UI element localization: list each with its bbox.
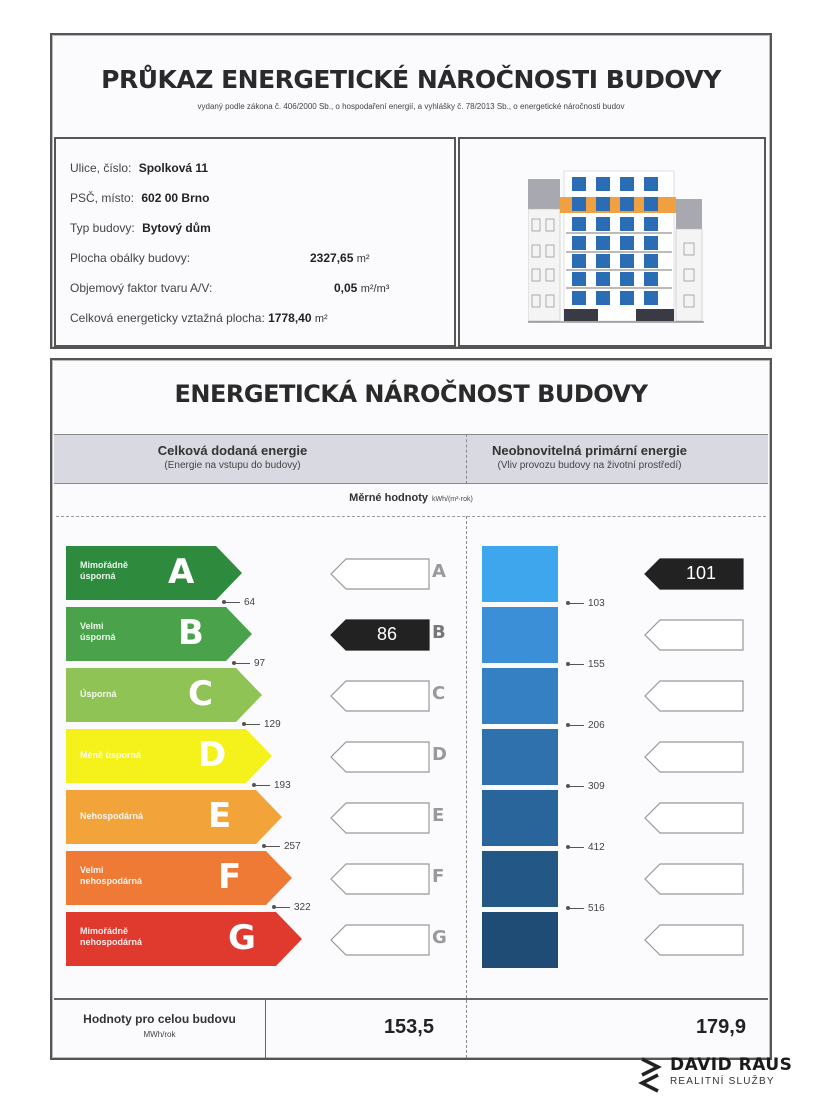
primary-indicator-b: [644, 619, 744, 651]
indicator-class-letter: G: [432, 927, 447, 948]
class-letter: E: [208, 796, 232, 836]
primary-indicator-g: [644, 924, 744, 956]
energy-class-e: [66, 790, 282, 844]
class-name: Mimořádně nehospodárná: [80, 926, 143, 947]
primary-energy-header: [411, 443, 768, 471]
class-letter: A: [168, 552, 195, 592]
rating-value: 86: [376, 624, 398, 644]
street-label: Ulice, číslo:: [70, 161, 132, 175]
document-title: PRŮKAZ ENERGETICKÉ NÁROČNOSTI BUDOVY: [101, 65, 721, 94]
energy-class-b: [66, 607, 252, 661]
street-value: Spolková 11: [138, 161, 209, 175]
city-row: [70, 191, 209, 205]
primary-indicator-e: [644, 802, 744, 834]
delivered-energy-subtitle: (Energie na vstupu do budovy): [164, 460, 301, 471]
primary-scale-block-d: [482, 729, 558, 785]
delivered-threshold: 322: [274, 902, 311, 913]
delivered-threshold: 97: [234, 658, 265, 669]
city-value: 602 00 Brno: [141, 191, 210, 205]
primary-threshold: 516: [568, 903, 605, 914]
envelope-value: 2327,65 m²: [310, 251, 370, 265]
reference-area-row: [70, 311, 328, 325]
indicator-class-letter: B: [432, 622, 446, 643]
class-name: Velmi nehospodárná: [80, 865, 143, 886]
totals-unit: MWh/rok: [143, 1030, 176, 1039]
totals-label: Hodnoty pro celou budovu: [83, 1012, 236, 1026]
building-facade-image: [528, 157, 708, 327]
primary-threshold: 155: [568, 659, 605, 670]
primary-scale-block-g: [482, 912, 558, 968]
city-label: PSČ, místo:: [70, 191, 135, 205]
energy-class-d: [66, 729, 272, 783]
primary-scale-block-c: [482, 668, 558, 724]
class-letter: F: [218, 857, 242, 897]
building-info-box: [54, 137, 456, 347]
agency-logo: [638, 1055, 814, 1095]
shape-factor-label: Objemový faktor tvaru A/V:: [70, 281, 213, 295]
delivered-threshold: 193: [254, 780, 291, 791]
column-divider: [466, 516, 467, 998]
energy-class-c: [66, 668, 262, 722]
indicator-class-letter: D: [432, 744, 447, 765]
document-subtitle: vydaný podle zákona č. 406/2000 Sb., o hospodaření energií, a vyhlášky č. 78/2013 Sb., o energetické náročnosti budov: [197, 102, 625, 111]
primary-scale-block-a: [482, 546, 558, 602]
class-letter: C: [188, 674, 213, 714]
class-letter: D: [198, 735, 227, 775]
totals-divider: [466, 1000, 467, 1058]
total-delivered-energy: 153,5: [383, 1016, 434, 1038]
type-row: [70, 221, 211, 235]
indicator-class-letter: C: [432, 683, 446, 704]
reference-area-label: Celková energeticky vztažná plocha:: [70, 311, 265, 325]
shape-factor-row: [70, 281, 440, 295]
indicator-class-letter: E: [432, 805, 445, 826]
certificate-header-panel: [50, 33, 772, 349]
type-label: Typ budovy:: [70, 221, 135, 235]
delivered-threshold: 129: [244, 719, 281, 730]
delivered-indicator-g: [330, 924, 430, 956]
delivered-threshold: 64: [224, 597, 255, 608]
primary-indicator-f: [644, 863, 744, 895]
units-divider: [56, 516, 766, 517]
delivered-threshold: 257: [264, 841, 301, 852]
class-name: Velmi úsporná: [80, 621, 116, 642]
energy-class-a: [66, 546, 242, 600]
primary-indicator-c: [644, 680, 744, 712]
totals-row: [54, 998, 768, 1058]
indicator-class-letter: A: [432, 561, 446, 582]
reference-area-value: 1778,40 m²: [268, 311, 328, 325]
primary-energy-title: Neobnovitelná primární energie: [491, 443, 688, 458]
primary-threshold: 412: [568, 842, 605, 853]
shape-factor-value: 0,05 m²/m³: [334, 281, 390, 295]
primary-scale-block-b: [482, 607, 558, 663]
primary-threshold: 206: [568, 720, 605, 731]
primary-scale-block-e: [482, 790, 558, 846]
class-letter: B: [178, 613, 204, 653]
totals-label-cell: [54, 1000, 266, 1058]
primary-indicator-d: [644, 741, 744, 773]
street-row: [70, 161, 208, 175]
type-value: Bytový dům: [142, 221, 211, 235]
class-name: Mimořádně úsporná: [80, 560, 129, 581]
envelope-label: Plocha obálky budovy:: [70, 251, 191, 265]
total-primary-energy: 179,9: [695, 1016, 746, 1038]
class-name: Méně úsporná: [80, 750, 142, 760]
primary-threshold: 309: [568, 781, 605, 792]
building-image-box: [458, 137, 766, 347]
delivered-indicator-d: [330, 741, 430, 773]
delivered-indicator-a: [330, 558, 430, 590]
specific-values-label: Měrné hodnoty kWh/(m²·rok): [349, 492, 473, 504]
energy-class-g: [66, 912, 302, 966]
primary-threshold: 103: [568, 598, 605, 609]
primary-energy-subtitle: (Vliv provozu budovy na životní prostředí): [497, 460, 682, 471]
chevron-logo-icon: [638, 1057, 664, 1093]
energy-section-title: ENERGETICKÁ NÁROČNOST BUDOVY: [174, 380, 648, 408]
indicator-class-letter: F: [432, 866, 445, 887]
column-headers: [54, 434, 768, 484]
delivered-indicator-f: [330, 863, 430, 895]
header-divider: [466, 434, 467, 484]
primary-scale-block-f: [482, 851, 558, 907]
envelope-row: [70, 251, 440, 265]
class-letter: G: [228, 918, 256, 958]
delivered-indicator-e: [330, 802, 430, 834]
delivered-energy-header: [54, 443, 411, 471]
delivered-indicator-c: [330, 680, 430, 712]
rating-value: 101: [685, 563, 717, 583]
class-name: Úsporná: [80, 689, 117, 699]
logo-brand: DAVID RAUS: [670, 1055, 793, 1075]
energy-class-f: [66, 851, 292, 905]
delivered-indicator-b: [330, 619, 430, 651]
class-name: Nehospodárná: [80, 811, 144, 821]
delivered-energy-title: Celková dodaná energie: [157, 443, 308, 458]
logo-tagline: REALITNÍ SLUŽBY: [670, 1076, 775, 1087]
primary-indicator-a: [644, 558, 744, 590]
energy-performance-panel: [50, 358, 772, 1060]
